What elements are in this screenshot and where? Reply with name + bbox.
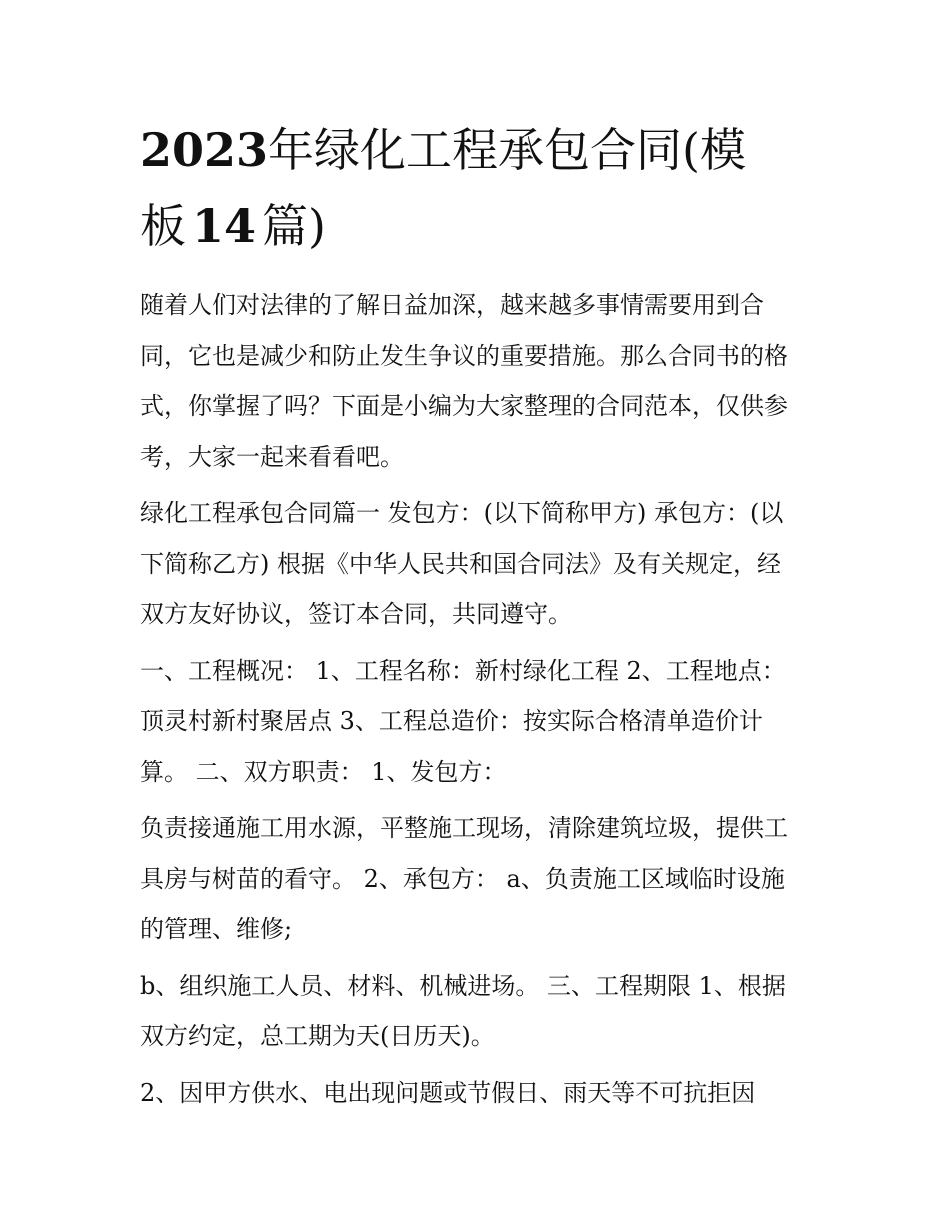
title-line-2 bbox=[140, 188, 820, 264]
title-text-1: 年绿化工程承包合同(模 bbox=[268, 123, 746, 177]
text-line: b、组织施工人员、材料、机械进场。 三、工程期限 1、根据 bbox=[140, 971, 786, 1000]
paragraph-force-majeure bbox=[140, 1068, 820, 1119]
document-body bbox=[140, 280, 820, 1124]
text-line: 一、工程概况： 1、工程名称：新村绿化工程 2、工程地点： bbox=[140, 656, 786, 685]
title-text-3: 篇) bbox=[262, 199, 326, 253]
text-line: 负责接通施工用水源，平整施工现场，清除建筑垃圾，提供工 bbox=[140, 814, 788, 842]
text-line: 双方约定，总工期为天(日历天)。 bbox=[140, 1022, 495, 1050]
document-title bbox=[140, 112, 820, 264]
paragraph-intro bbox=[140, 280, 820, 482]
text-line: 绿化工程承包合同篇一 发包方：(以下简称甲方) 承包方：(以 bbox=[140, 499, 784, 527]
text-line: 式，你掌握了吗？下面是小编为大家整理的合同范本，仅供参 bbox=[140, 392, 788, 420]
paragraph-schedule bbox=[140, 961, 820, 1062]
text-line: 随着人们对法律的了解日益加深，越来越多事情需要用到合 bbox=[140, 291, 764, 319]
title-line-1 bbox=[140, 112, 820, 188]
text-line: 双方友好协议，签订本合同，共同遵守。 bbox=[140, 600, 572, 628]
text-line: 具房与树苗的看守。 2、承包方： a、负责施工区域临时设施 bbox=[140, 864, 785, 893]
paragraph-project-overview bbox=[140, 646, 820, 798]
text-line: 的管理、维修; bbox=[140, 915, 293, 943]
paragraph-responsibilities bbox=[140, 803, 820, 955]
text-line: 顶灵村新村聚居点 3、工程总造价：按实际合格清单造价计 bbox=[140, 707, 763, 735]
text-line: 考，大家一起来看看吧。 bbox=[140, 442, 404, 471]
title-count: 14 bbox=[192, 199, 257, 253]
title-year: 2023 bbox=[140, 123, 269, 177]
text-line: 下简称乙方) 根据《中华人民共和国合同法》及有关规定，经 bbox=[140, 549, 781, 578]
title-text-2: 板 bbox=[140, 199, 186, 253]
text-line: 算。 二、双方职责： 1、发包方： bbox=[140, 757, 507, 786]
paragraph-contract-parties bbox=[140, 488, 820, 640]
text-line: 2、因甲方供水、电出现问题或节假日、雨天等不可抗拒因 bbox=[140, 1078, 756, 1107]
text-line: 同，它也是减少和防止发生争议的重要措施。那么合同书的格 bbox=[140, 341, 788, 370]
